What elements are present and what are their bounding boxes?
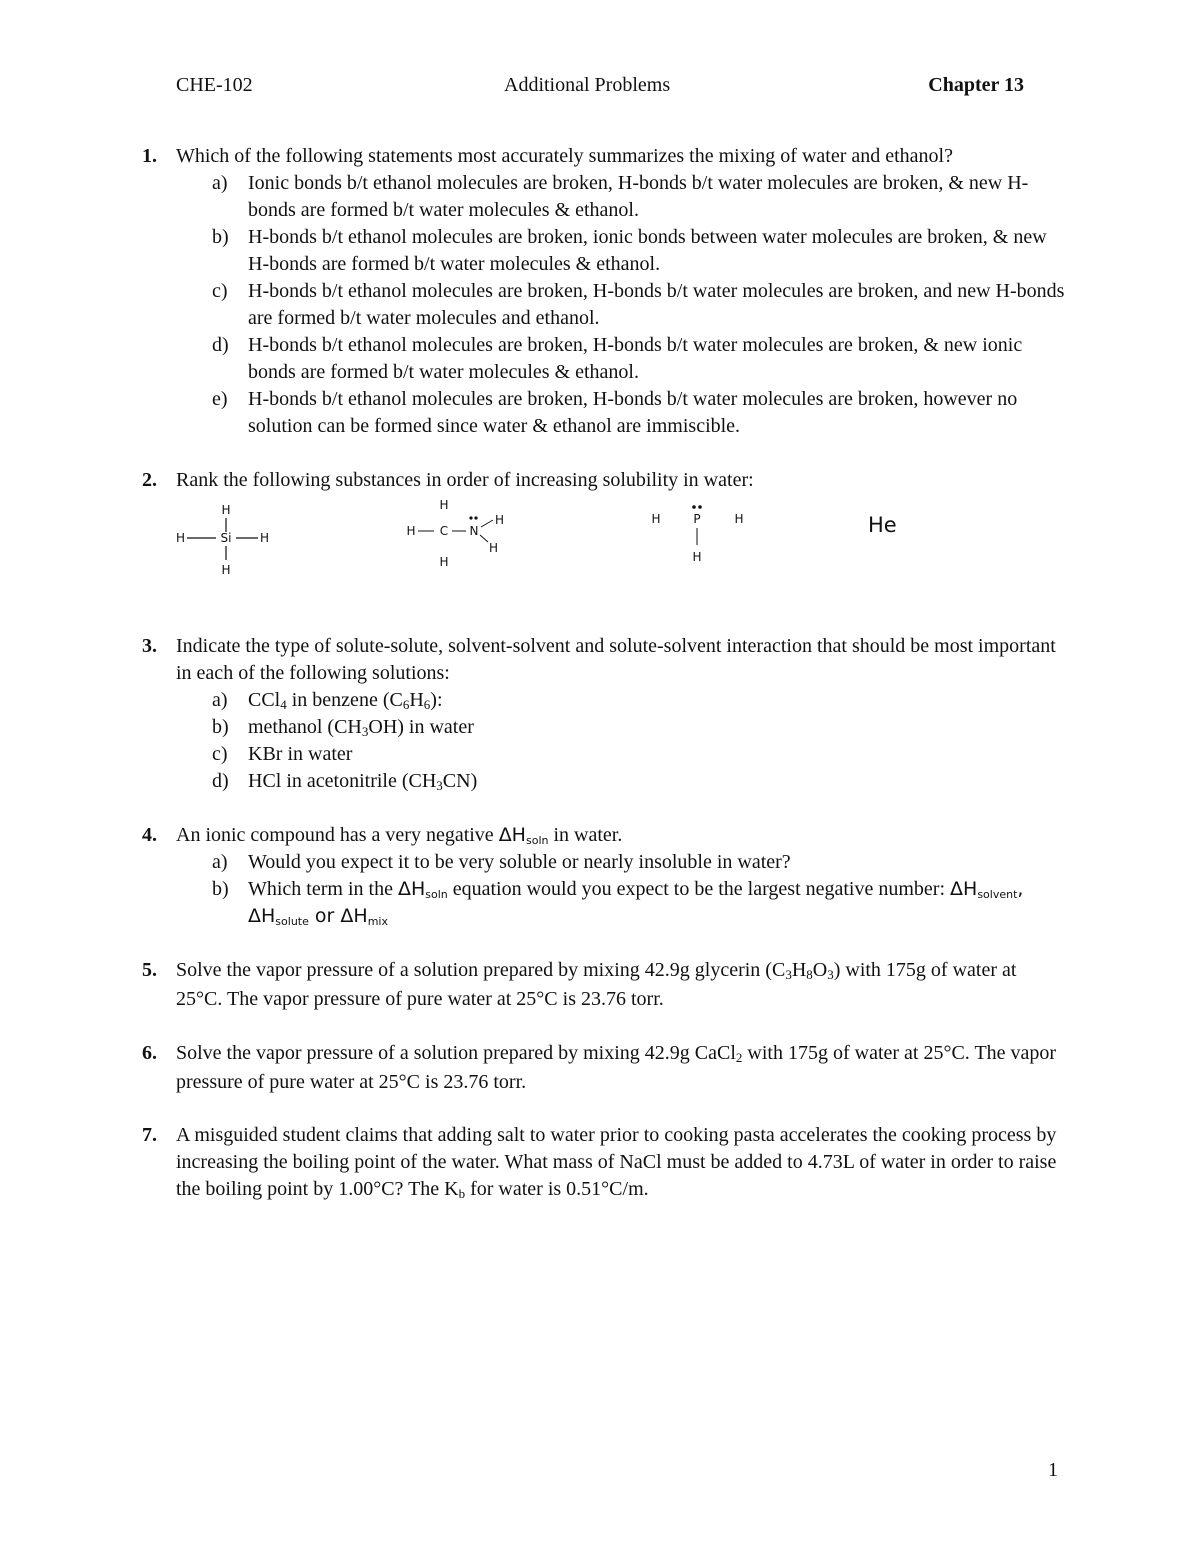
option-label: e) <box>212 388 228 410</box>
subscript: 3 <box>785 967 792 982</box>
problem-number: 6. <box>142 1042 157 1064</box>
subscript: 6 <box>402 697 410 712</box>
problem-number: 7. <box>142 1124 157 1146</box>
text-part: CCl <box>248 689 281 711</box>
text-part: equation would you expect to be the largest negative number: <box>447 878 951 900</box>
methylamine-c: C <box>439 524 449 538</box>
text-part: ) with 175g of water at 25°C. The vapor pressure of pure water at 25°C is 23.76 torr. <box>176 959 1017 1010</box>
problem-number: 4. <box>142 824 157 846</box>
option-c <box>176 741 1066 768</box>
option-b <box>176 714 1066 741</box>
methylamine-h-left: H <box>406 524 416 538</box>
text-part: ΔH <box>950 878 978 900</box>
problem-number: 1. <box>142 145 157 167</box>
bond-line <box>480 535 488 542</box>
subscript: 4 <box>280 697 287 712</box>
option-b <box>176 224 1066 278</box>
text-part: H <box>791 959 807 981</box>
option-label: d) <box>212 770 229 792</box>
problem-6 <box>136 1039 1066 1097</box>
problem-text <box>176 822 1066 849</box>
text-part: ): <box>430 689 443 711</box>
option-text: Ionic bonds b/t ethanol molecules are broken, H-bonds b/t water molecules are broken, & new H-bonds are formed b/t water molecules & ethanol. <box>248 172 1029 221</box>
problem-number: 3. <box>142 635 157 657</box>
lone-pair-dot <box>692 505 696 509</box>
text-part: ΔH <box>248 905 276 927</box>
lone-pair-dot <box>474 516 477 519</box>
text-part: for water is 0.51°C/m. <box>465 1178 649 1200</box>
text-part: O <box>812 959 828 981</box>
subscript: 8 <box>806 967 813 982</box>
option-text: Would you expect it to be very soluble or nearly insoluble in water? <box>248 851 791 873</box>
option-text <box>248 878 1023 927</box>
problem-text <box>176 956 1066 1014</box>
chapter-label: Chapter 13 <box>928 74 1024 96</box>
option-label: b) <box>212 878 229 900</box>
option-label: a) <box>212 172 228 194</box>
option-label: a) <box>212 851 228 873</box>
option-label: b) <box>212 226 229 248</box>
text-part: HCl in acetonitrile (CH <box>248 770 437 792</box>
methylamine-h-bottom: H <box>439 555 449 569</box>
text-part: OH) in water <box>368 716 474 738</box>
methylamine-structure <box>406 498 504 569</box>
text-part: A misguided student claims that adding salt to water prior to cooking pasta accelerates the cooking process by increasing the boiling point of the water. What mass of NaCl must be added to 4.73L of water in order to raise the boiling point by 1.00°C? The K <box>176 1124 1057 1200</box>
subscript: soln <box>425 888 448 901</box>
option-e <box>176 386 1066 440</box>
problem-number: 5. <box>142 959 157 981</box>
problem-5 <box>136 956 1066 1014</box>
subscript: b <box>458 1186 466 1201</box>
phosphine-h-bottom: H <box>692 550 702 564</box>
problem-text <box>176 1122 1066 1203</box>
option-list <box>176 170 1066 440</box>
silane-si: Si <box>220 531 232 545</box>
option-list <box>176 849 1066 930</box>
delta-h-soln <box>499 824 549 846</box>
problem-7 <box>136 1122 1066 1203</box>
subscript: mix <box>367 915 388 928</box>
option-label: c) <box>212 280 228 302</box>
bond-line <box>481 520 493 527</box>
subscript: 3 <box>436 778 443 793</box>
problem-text <box>176 1039 1066 1097</box>
problem-1 <box>136 143 1066 440</box>
option-b <box>176 876 1066 930</box>
text-part: ΔH <box>340 905 368 927</box>
problem-text: Which of the following statements most accurately summarizes the mixing of water and ethanol? <box>176 145 953 167</box>
text-part: in benzene (C <box>286 689 403 711</box>
option-text <box>248 716 474 738</box>
problem-3 <box>136 633 1066 795</box>
methylamine-n: N <box>469 524 479 538</box>
option-d <box>176 768 1066 795</box>
subscript: 3 <box>361 724 369 739</box>
option-d <box>176 332 1066 386</box>
methylamine-h-top: H <box>439 498 449 512</box>
option-a <box>176 687 1066 714</box>
problem-text: Indicate the type of solute-solute, solvent-solvent and solute-solvent interaction that should be most important in each of the following solutions: <box>176 635 1056 684</box>
option-text <box>248 770 477 792</box>
document-title: Additional Problems <box>504 74 671 96</box>
problem-4 <box>136 822 1066 930</box>
option-label: a) <box>212 689 228 711</box>
text-part: with 175g of water at 25°C. The vapor pressure of pure water at 25°C is 23.76 torr. <box>176 1042 1057 1093</box>
silane-h-bottom: H <box>221 563 231 577</box>
option-label: c) <box>212 743 228 765</box>
structure-diagrams <box>176 498 1066 608</box>
option-text: H-bonds b/t ethanol molecules are broken, H-bonds b/t water molecules are broken, & new ionic bonds are formed b/t water molecules & ethanol. <box>248 334 1023 383</box>
subscript: soln <box>525 834 549 847</box>
subscript: solute <box>275 915 309 928</box>
text-part: H <box>409 689 424 711</box>
text-part: ΔH <box>397 878 426 900</box>
methylamine-nh-2: H <box>489 541 499 555</box>
problem-list <box>136 143 1066 1203</box>
silane-h-right: H <box>260 531 270 545</box>
text-part: ΔH <box>498 824 526 846</box>
delta-h-soln <box>398 878 448 900</box>
option-label: b) <box>212 716 229 738</box>
page-header <box>176 74 1024 102</box>
text-part: Solve the vapor pressure of a solution prepared by mixing 42.9g CaCl <box>176 1042 736 1064</box>
option-text <box>248 689 443 711</box>
course-code: CHE-102 <box>176 74 253 96</box>
problem-2 <box>136 467 1066 608</box>
option-text: H-bonds b/t ethanol molecules are broken, H-bonds b/t water molecules are broken, and new H-bonds are formed b/t water molecules and ethanol. <box>248 280 1065 329</box>
option-text: H-bonds b/t ethanol molecules are broken, ionic bonds between water molecules are broken, & new H-bonds are formed b/t water molecules & ethanol. <box>248 226 1047 275</box>
phosphine-h-left: H <box>651 512 661 526</box>
silane-h-top: H <box>221 503 231 517</box>
page-number: 1 <box>1048 1459 1058 1481</box>
phosphine-structure <box>651 505 743 564</box>
problem-text: Rank the following substances in order of increasing solubility in water: <box>176 469 754 491</box>
option-label: d) <box>212 334 229 356</box>
helium-label: He <box>868 513 897 537</box>
text-part: in water. <box>548 824 623 846</box>
text-part: , <box>1017 878 1024 900</box>
text-part: CN) <box>442 770 478 792</box>
text-part: An ionic compound has a very negative <box>176 824 499 846</box>
text-part: Which term in the <box>248 878 398 900</box>
subscript: solvent <box>977 888 1018 901</box>
silane-structure <box>176 503 269 577</box>
option-text: KBr in water <box>248 743 353 765</box>
option-c <box>176 278 1066 332</box>
molecule-structures <box>176 498 1076 608</box>
subscript: 3 <box>827 967 834 982</box>
silane-h-left: H <box>176 531 186 545</box>
text-part: Solve the vapor pressure of a solution prepared by mixing 42.9g glycerin (C <box>176 959 786 981</box>
option-a <box>176 849 1066 876</box>
phosphine-h-right: H <box>734 512 744 526</box>
subscript: 6 <box>423 697 431 712</box>
problem-number: 2. <box>142 469 157 491</box>
option-text: H-bonds b/t ethanol molecules are broken, H-bonds b/t water molecules are broken, however no solution can be formed since water & ethanol are immiscible. <box>248 388 1018 437</box>
option-list <box>176 687 1066 795</box>
methylamine-nh-1: H <box>495 513 505 527</box>
option-a <box>176 170 1066 224</box>
lone-pair-dot <box>469 516 472 519</box>
phosphine-p: P <box>693 512 701 526</box>
subscript: 2 <box>735 1050 743 1065</box>
lone-pair-dot <box>698 505 702 509</box>
text-part: methanol (CH <box>248 716 362 738</box>
text-part: or <box>308 905 341 927</box>
